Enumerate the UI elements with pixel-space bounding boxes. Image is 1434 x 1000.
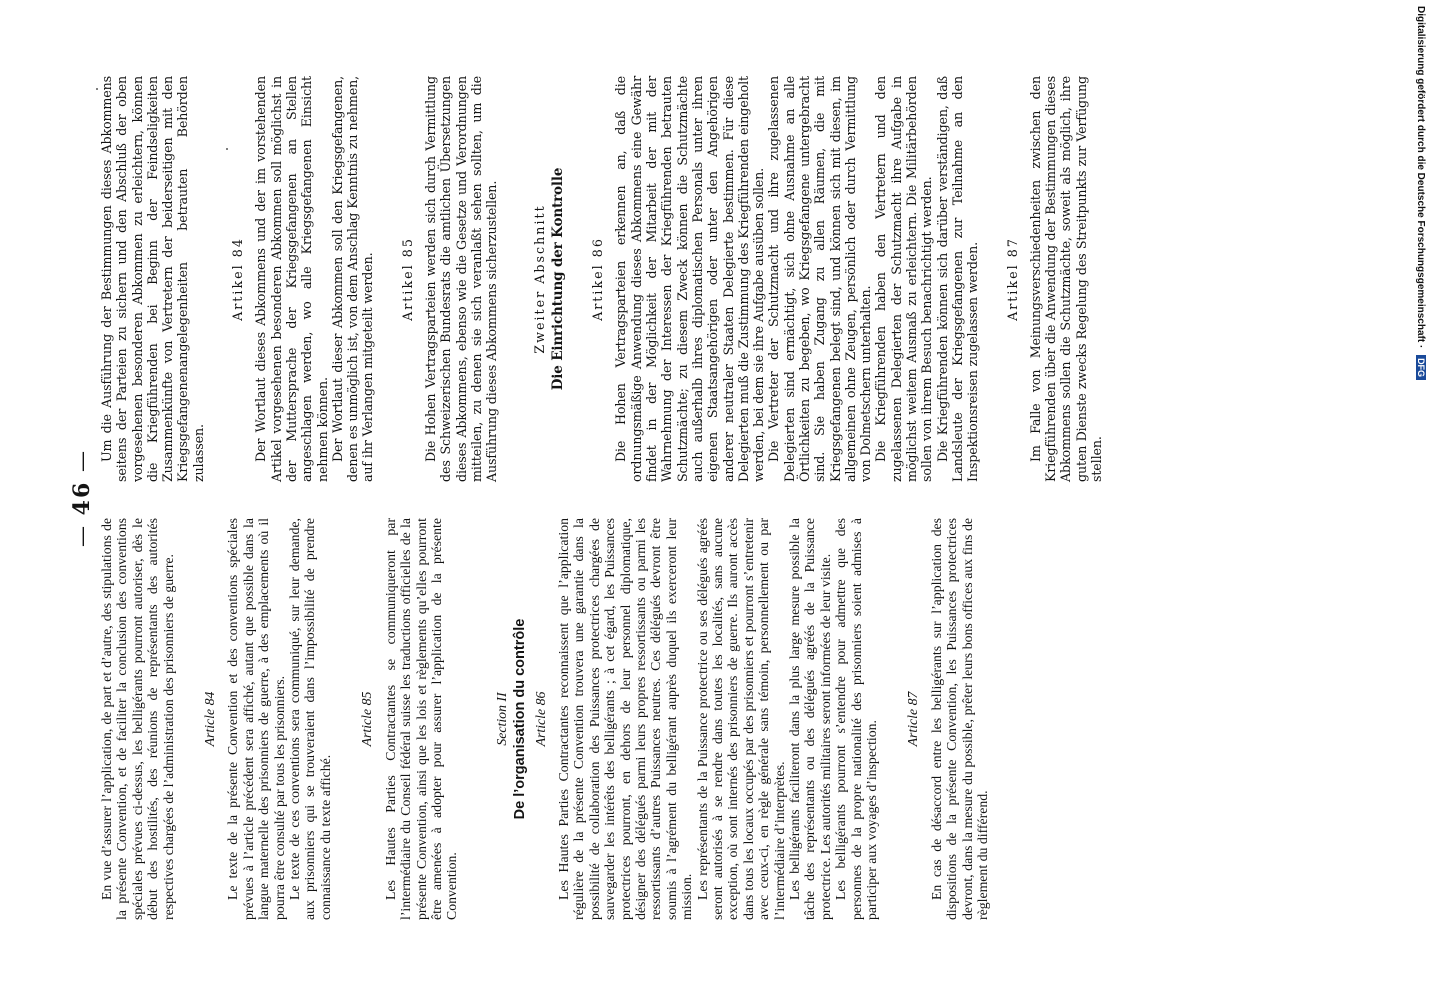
de-article-86-paragraph-1: Die Hohen Vertragsparteien erkennen an, daß die ordnungsmäßige Anwendung dieses Abkommens eine Gewähr findet in der Möglichkeit der Mitarbeit der mit der Wahrnehmung der Interessen der Kriegführenden betrauten Schutzmächte; zu diesem Zweck können die Schutzmächte auch außerhalb ihres diplomatischen Personals unter ihren eigenen Staatsangehörigen oder unter den Angehörigen anderer neutraler Staaten Delegierte bestimmen. Für diese Delegierten muß die Zustimmung des Kriegführenden eingeholt werden, bei dem sie ihre Aufgabe ausüben sollen. (613, 76, 767, 482)
credit-text: Digitalisierung gefördert durch die Deutsche Forschungsgemeinschaft · (1415, 6, 1426, 349)
german-column (99, 76, 1104, 482)
fr-article-85-paragraph-1: Les Hautes Parties Contractantes se communiqueront par l’intermédiaire du Conseil fédéral suisse les traductions officielles de la présente Convention, ainsi que les lois et règlements qu’elles pourront être amenées à adopter pour assurer l’application de la présente Convention. (382, 518, 460, 920)
fr-section-title: De l’organisation du contrôle (512, 618, 529, 820)
de-intro-paragraph: Um die Ausführung der Bestimmungen dieses Abkommens seitens der Parteien zu sichern und den Abschluß der oben vorgesehenen besonderen Abkommen zu erleichtern, können die Kriegführenden bei Beginn der Feindseligkeiten Zusammenkünfte von Vertretern der beiderseitigen mit den Kriegsgefangenenangelegenheiten betrauten Behörden zulassen. (99, 76, 206, 482)
de-article-84-heading: Artikel 84 (230, 237, 246, 321)
fr-article-84-heading: Article 84 (202, 691, 218, 747)
fr-article-84-paragraph-1: Le texte de la présente Convention et des conventions spéciales prévues à l’article précédent sera affiché, autant que possible dans la langue maternelle des prisonniers de guerre, à des emplacements où il pourra être consulté par tous les prisonniers. (225, 518, 287, 920)
fr-intro-paragraph: En vue d’assurer l’application, de part et d’autre, des stipulations de la présente Convention, et de faciliter la conclusion des conventions spéciales prévues ci-dessus, les belligérants pourront autoriser, dès le début des hostilités, des réunions de représentants des autorités respectives chargées de l’administration des prisonniers de guerre. (99, 518, 176, 920)
de-section-title: Die Einrichtung der Kontrolle (549, 167, 566, 391)
fr-article-85-heading: Article 85 (359, 691, 375, 747)
rotated-page-spread (47, 68, 1237, 928)
de-article-85-heading: Artikel 85 (399, 237, 415, 321)
page-number: — 46 — (69, 449, 95, 547)
de-article-85-paragraph-1: Die Hohen Vertragsparteien werden sich durch Vermittlung des Schweizerischen Bundesrats die amtlichen Übersetzungen dieses Abkommens, ebenso wie die Gesetze und Verordnungen mitteilen, zu denen sie sich veranlaßt sehen sollten, um die Ausführung dieses Abkommens sicherzustellen. (423, 76, 500, 482)
fr-article-87-paragraph-1: En cas de désaccord entre les belligérants sur l’application des dispositions de la présente Convention, les Puissances protectrices devront, dans la mesure du possible, prêter leurs bons offices aux fins de règlement du différend. (928, 518, 991, 920)
french-column (99, 518, 991, 920)
fr-section-label: Section II (493, 692, 509, 746)
digitization-credit (1415, 6, 1426, 380)
page-number-value: 46 (69, 480, 95, 516)
fr-article-86-paragraph-4: Les belligérants pourront s’entendre pour admettre que des personnes de la propre nationalité des prisonniers soient admises à participer aux voyages d’inspection. (833, 518, 880, 920)
de-section-label: Zweiter Abschnitt (531, 204, 547, 354)
de-article-86-paragraph-4: Die Kriegführenden können sich darüber verständigen, daß Landsleute der Kriegsgefangenen zur Teilnahme an den Inspektionsreisen zugelassen werden. (934, 76, 981, 482)
de-article-87-heading: Artikel 87 (1004, 237, 1020, 321)
de-article-86-paragraph-3: Die Kriegführenden haben den Vertretern und den zugelassenen Delegierten der Schutzmacht ihre Aufgabe in möglichst weitem Ausmaß zu erleichtern. Die Militärbehörden sollen von ihrem Besuch benachrichtigt werden. (873, 76, 935, 482)
de-article-84-paragraph-2: Der Wortlaut dieser Abkommen soll den Kriegsgefangenen, denen es unmöglich ist, von dem Anschlag Kenntnis zu nehmen, auf ihr Verlangen mitgeteilt werden. (329, 76, 376, 482)
de-article-86-paragraph-2: Die Vertreter der Schutzmacht und ihre zugelassenen Delegierten sind ermächtigt, sich ohne Ausnahme an alle Örtlichkeiten zu begeben, wo Kriegsgefangene untergebracht sind. Sie haben Zugang zu allen Räumen, die mit Kriegsgefangenen belegt sind, und können sich mit diesen, im allgemeinen ohne Zeugen, persönlich oder durch Vermittlung von Dolmetschern unterhalten. (766, 76, 874, 482)
fr-article-86-paragraph-1: Les Hautes Parties Contractantes reconnaissent que l’application régulière de la présente Convention trouvera une garantie dans la possibilité de collaboration des Puissances protectrices chargées de sauvegarder les intérêts des belligérants ; à cet égard, les Puissances protectrices pourront, en dehors de leur personnel diplomatique, désigner des délégués parmi leurs propres ressortissants ou parmi les ressortissants d’autres Puissances neutres. Ces délégués devront être soumis à l’agrément du belligérant auprès duquel ils exerceront leur mission. (555, 518, 695, 920)
fr-article-86-paragraph-2: Les représentants de la Puissance protectrice ou ses délégués agréés seront autorisés à se rendre dans toutes les localités, sans aucune exception, où sont internés des prisonniers de guerre. Ils auront accès dans tous les locaux occupés par des prisonniers et pourront s’entretenir avec ceux-ci, en règle générale sans témoin, personnellement ou par l’intermédiaire d’interprètes. (694, 518, 787, 920)
de-article-86-heading: Artikel 86 (590, 237, 606, 321)
dfg-logo: DFG (1416, 355, 1426, 380)
fr-article-86-heading: Article 86 (532, 691, 548, 747)
fr-article-86-paragraph-3: Les belligérants faciliteront dans la plus large mesure possible la tâche des représentants ou des délégués agréés de la Puissance protectrice. Les autorités militaires seront informées de leur visite. (787, 518, 833, 920)
de-article-84-paragraph-1: Der Wortlaut dieses Abkommens und der im vorstehenden Artikel vorgesehenen besonderen Abkommen soll möglichst in der Muttersprache der Kriegsgefangenen an Stellen angeschlagen werden, wo alle Kriegsgefangenen Einsicht nehmen können. (253, 76, 330, 482)
fr-article-84-paragraph-2: Le texte de ces conventions sera communiqué, sur leur demande, aux prisonniers qui se trouveraient dans l’impossibilité de prendre connaissance du texte affiché. (287, 518, 333, 920)
fr-article-87-heading: Article 87 (905, 691, 921, 747)
de-article-87-paragraph-1: Im Falle von Meinungsverschiedenheiten zwischen den Kriegführenden über die Anwendung der Bestimmungen dieses Abkommens sollen die Schutzmächte, soweit als möglich, ihre guten Dienste zwecks Regelung des Streitpunkts zur Verfügung stellen. (1027, 76, 1105, 482)
